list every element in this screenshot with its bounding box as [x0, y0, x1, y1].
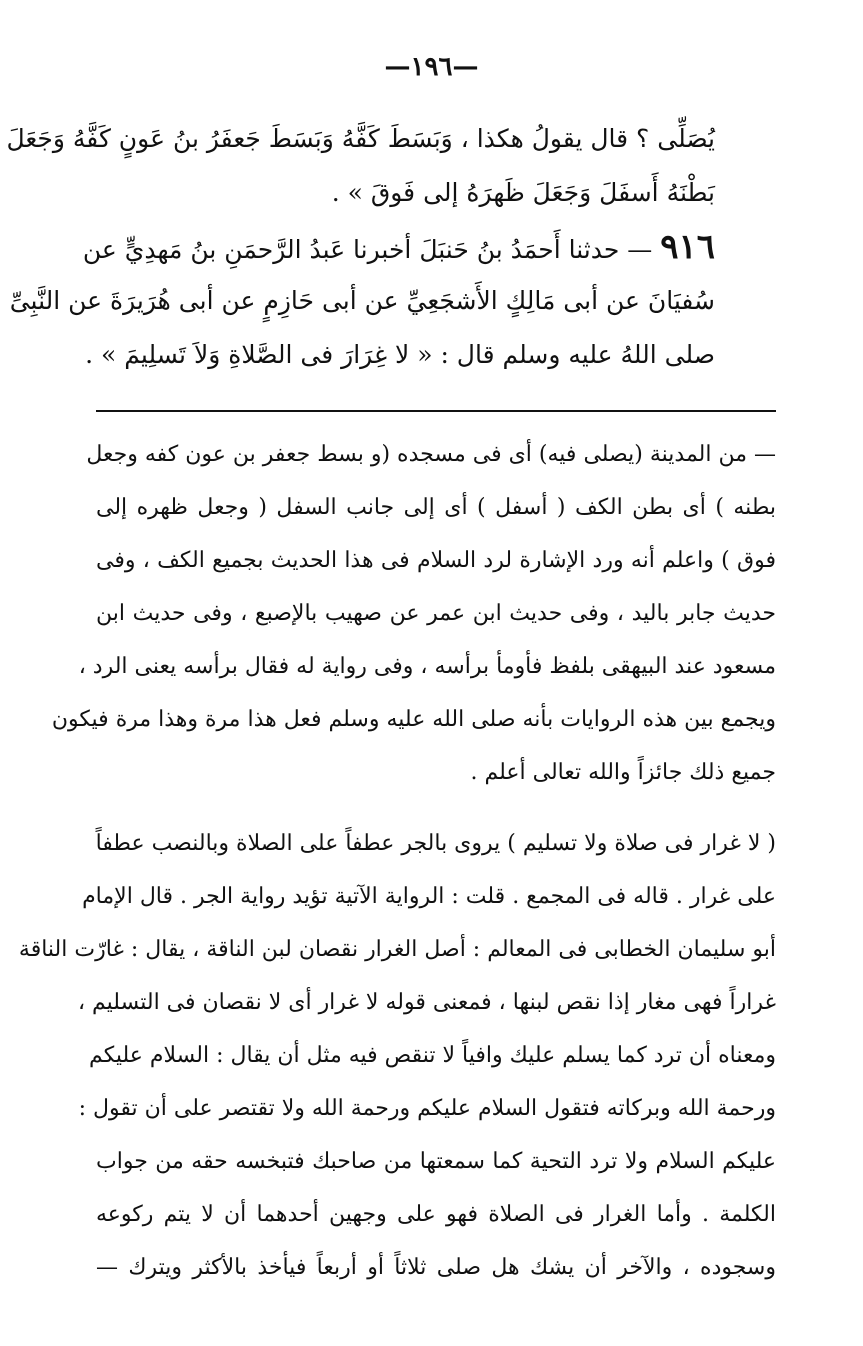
- page-number: —١٩٦—: [384, 52, 479, 82]
- commentary-line: فوق ) واعلم أنه ورد الإشارة لرد السلام فى هذا الحديث بجميع الكف ، وفى: [96, 548, 776, 573]
- main-text-line: بَطْنَهُ أَسفَلَ وَجَعَلَ ظَهرَهُ إلى فَوقَ » .: [331, 178, 715, 207]
- commentary-line: ورحمة الله وبركاته فتقول السلام عليكم ورحمة الله ولا تقتصر على أن تقول :: [78, 1096, 776, 1121]
- main-text: [6, 112, 715, 382]
- commentary-line: جميع ذلك جائزاً والله تعالى أعلم .: [470, 760, 776, 785]
- hadith-chain-text: — حدثنا أَحمَدُ بنُ حَنبَلَ أخبرنا عَبدُ الرَّحمَنِ بنُ مَهدِيٍّ عن: [82, 235, 653, 264]
- commentary-line: ومعناه أن ترد كما يسلم عليك وافياً لا تنقص فيه مثل أن يقال : السلام عليكم: [89, 1043, 776, 1068]
- hadith-opening-line: [82, 220, 715, 274]
- commentary-line: وسجوده ، والآخر أن يشك هل صلى ثلاثاً أو أربعاً فيأخذ بالأكثر ويترك —: [96, 1255, 776, 1280]
- commentary-line: على غرار . قاله فى المجمع . قلت : الرواية الآتية تؤيد رواية الجر . قال الإمام: [82, 884, 776, 909]
- commentary-line: — من المدينة (يصلى فيه) أى فى مسجده (و بسط جعفر بن عون كفه وجعل: [86, 442, 776, 467]
- main-text-line: سُفيَانَ عن أبى مَالِكٍ الأَشجَعِيِّ عن أبى حَازِمٍ عن أبى هُرَيرَةَ عن النَّبِىِّ: [9, 286, 715, 315]
- commentary-line: غراراً فهى مغار إذا نقص لبنها ، فمعنى قوله لا غرار أى لا نقصان فى التسليم ،: [77, 990, 776, 1015]
- commentary-line: بطنه ) أى بطن الكف ( أسفل ) أى إلى جانب السفل ( وجعل ظهره إلى: [96, 495, 776, 520]
- commentary-line: ويجمع بين هذه الروايات بأنه صلى الله عليه وسلم فعل هذا مرة وهذا مرة فيكون: [51, 707, 776, 732]
- commentary-line: الكلمة . وأما الغرار فى الصلاة فهو على وجهين أحدهما أن لا يتم ركوعه: [96, 1202, 777, 1227]
- footnote-divider: [96, 410, 776, 412]
- commentary: [18, 428, 777, 1294]
- paragraph-gap: [96, 799, 776, 817]
- commentary-line: أبو سليمان الخطابى فى المعالم : أصل الغرار نقصان لبن الناقة ، يقال : غارّت الناقة: [18, 937, 776, 962]
- commentary-line: مسعود عند البيهقى بلفظ فأومأ برأسه ، وفى رواية له فقال برأسه يعنى الرد ،: [78, 654, 776, 679]
- main-text-line: صلى اللهُ عليه وسلم قال : « لا غِرَارَ فى الصَّلاةِ وَلاَ تَسلِيمَ » .: [85, 340, 715, 369]
- commentary-line: ( لا غرار فى صلاة ولا تسليم ) يروى بالجر عطفاً على الصلاة وبالنصب عطفاً: [95, 831, 776, 856]
- main-text-line: يُصَلِّى ؟ قال يقولُ هكذا ، وَبَسَطَ كَفَّهُ وَبَسَطَ جَعفَرُ بنُ عَونٍ كَفَّهُ وَجَعَلَ: [6, 124, 715, 153]
- commentary-line: حديث جابر باليد ، وفى حديث ابن عمر عن صهيب بالإصبع ، وفى حديث ابن: [96, 601, 776, 626]
- hadith-number: ٩١٦: [660, 227, 715, 267]
- commentary-line: عليكم السلام ولا ترد التحية كما سمعتها من صاحبك فتبخسه حقه من جواب: [96, 1149, 776, 1174]
